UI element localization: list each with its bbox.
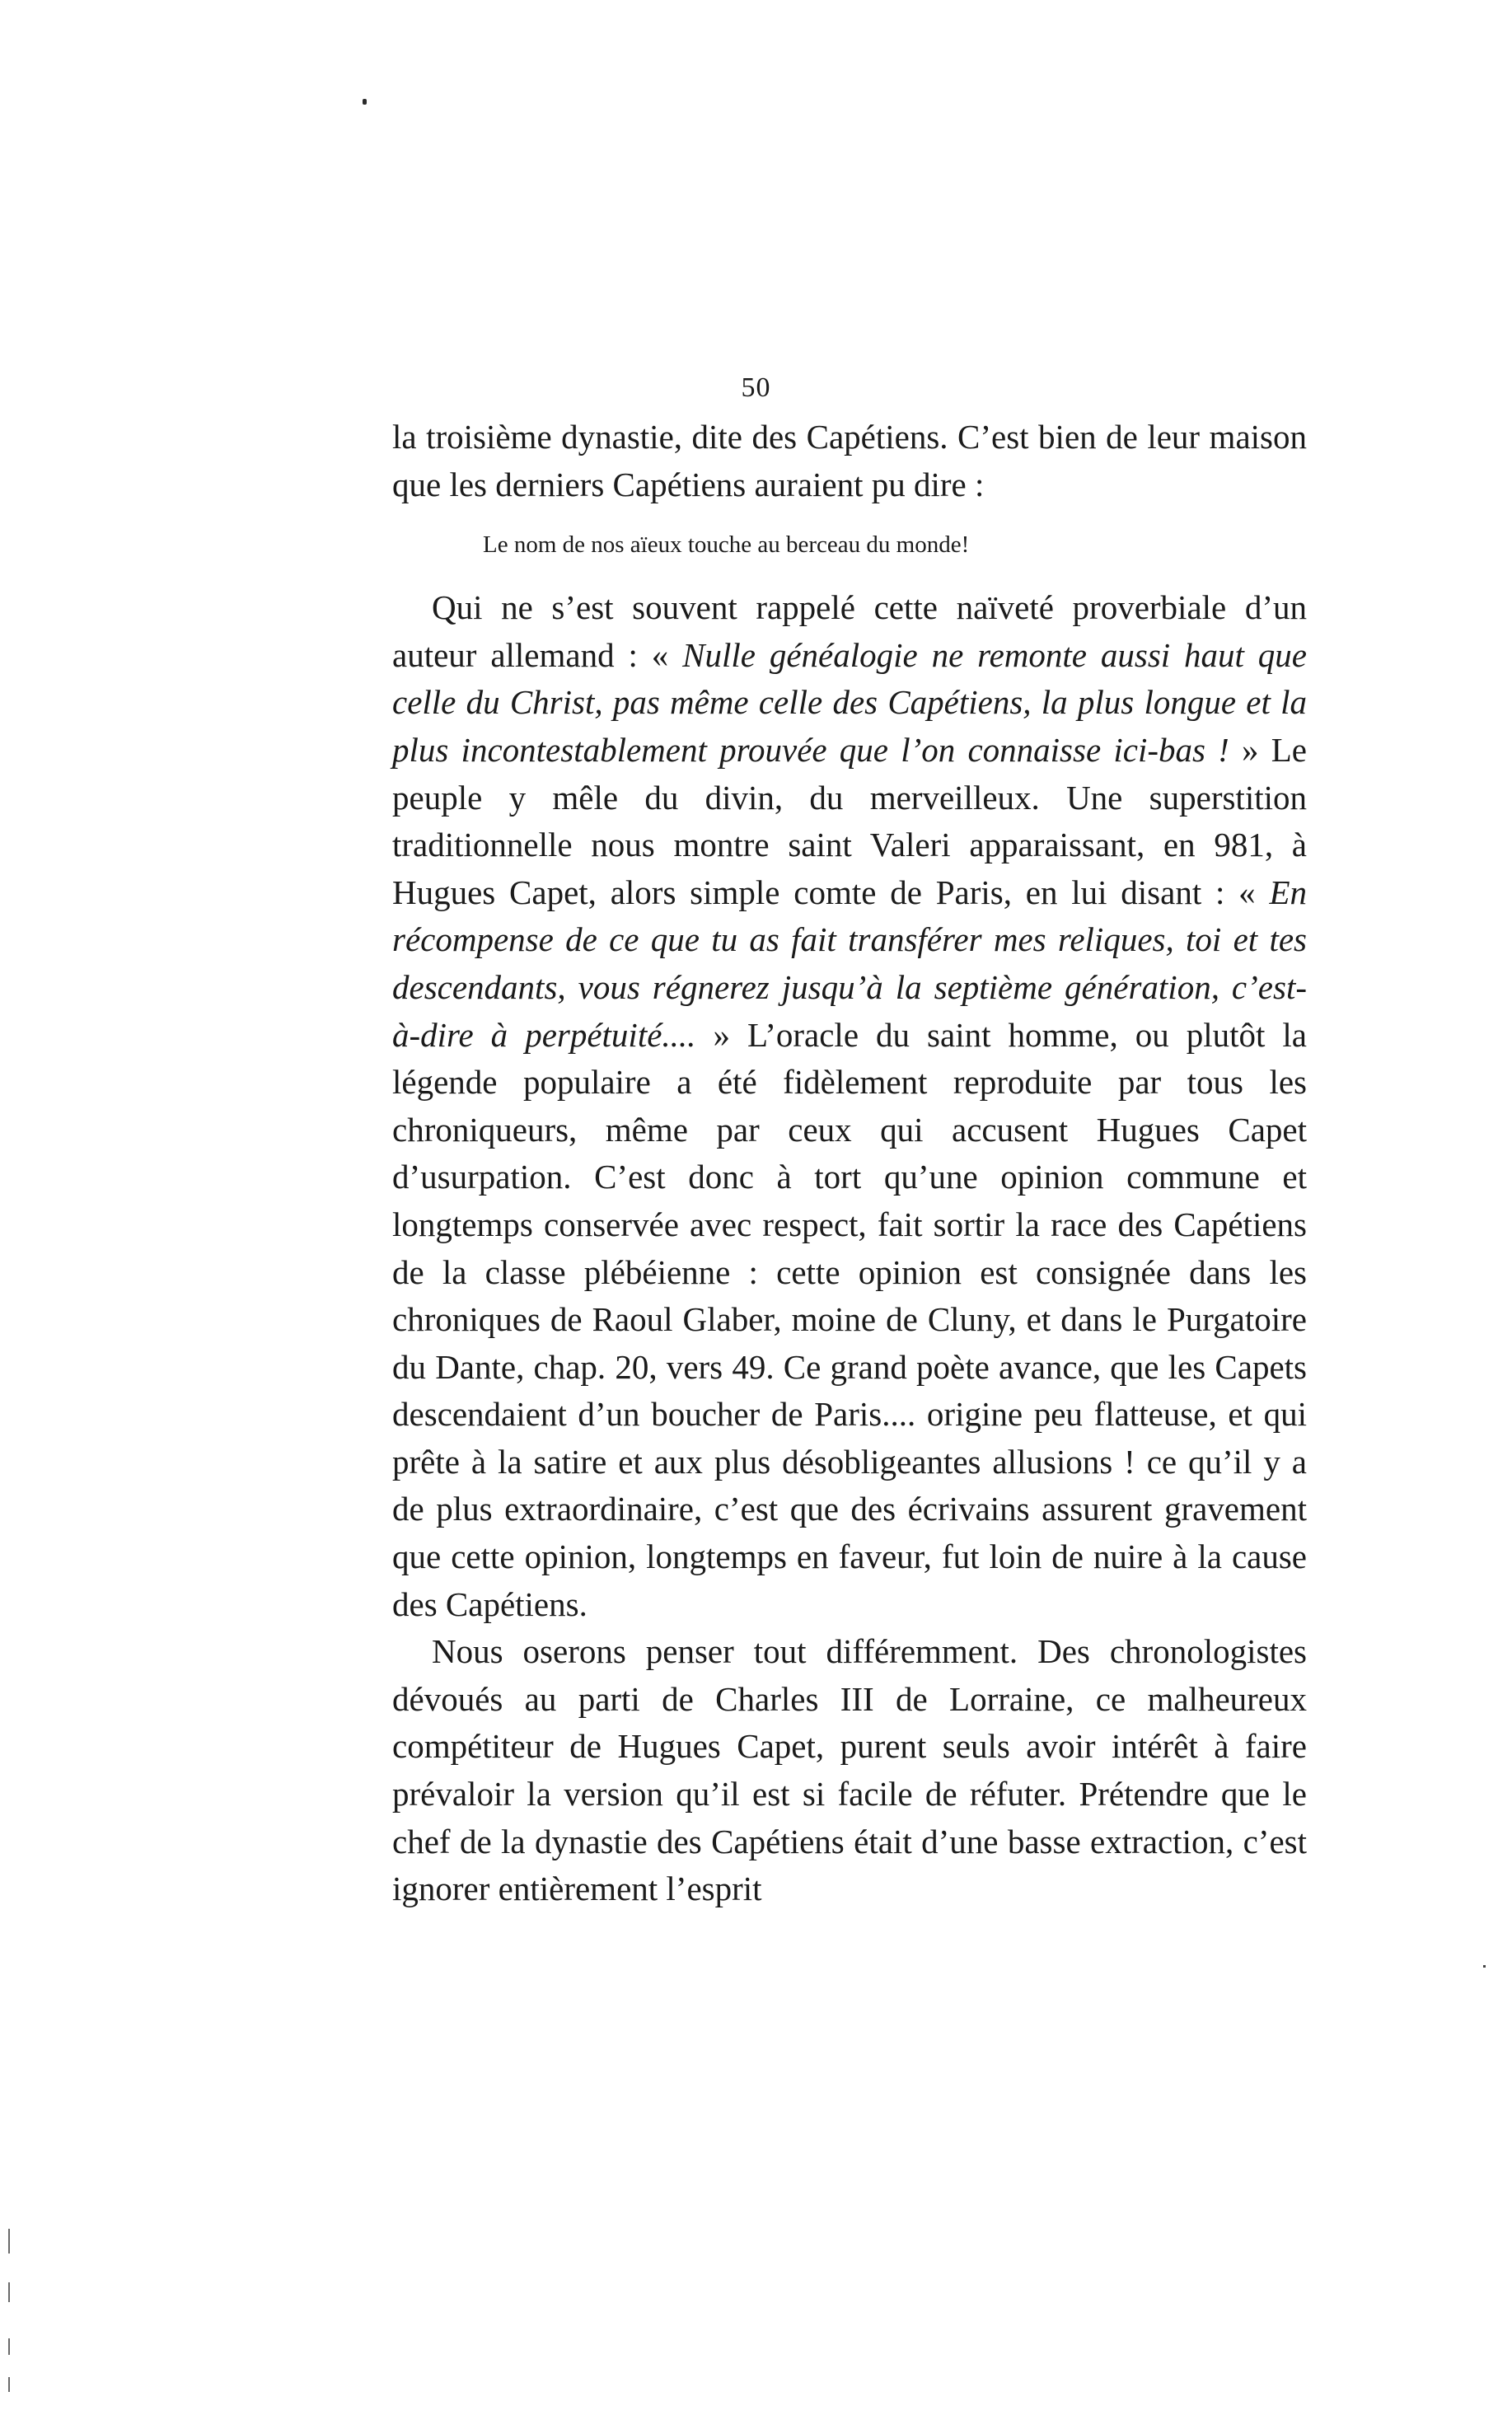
- margin-scan-mark: [8, 2377, 10, 2392]
- paragraph-1-lead: Qui ne s’est souvent rappelé cette naïveté proverbiale d’un auteur allemand : «: [392, 588, 1307, 674]
- page-number: 50: [741, 372, 771, 403]
- saint-valeri-quote: En récompense de ce que tu as fait transférer mes reliques, toi et tes descendants, vous régnerez jusqu’à la septième génération, c’est-à-dire à perpétuité....: [392, 873, 1307, 1054]
- margin-scan-mark: [8, 2229, 10, 2253]
- verse-quotation: Le nom de nos aïeux touche au berceau du monde!: [483, 531, 970, 559]
- margin-scan-mark: [8, 2338, 10, 2355]
- paragraph-1: [392, 584, 1307, 1628]
- paragraph-2: Nous oserons penser tout différemment. Des chronologistes dévoués au parti de Charles III de Lorraine, ce malheureux compétiteur de Hugues Capet, purent seuls avoir intérêt à faire prévaloir la version qu’il est si facile de réfuter. Prétendre que le chef de la dynastie des Capétiens était d’une basse extraction, c’est ignorer entièrement l’esprit: [392, 1632, 1307, 1908]
- body-text: [392, 414, 1307, 1913]
- ink-fleck: [363, 99, 367, 105]
- opening-lines: la troisième dynastie, dite des Capétiens. C’est bien de leur maison que les derniers Capétiens auraient pu dire :: [392, 418, 1307, 503]
- german-author-quote: Nulle généalogie ne remonte aussi haut que celle du Christ, pas même celle des Capétiens, la plus longue et la plus incontestablement prouvée que l’on connaisse ici-bas !: [392, 635, 1308, 769]
- ink-fleck: [1483, 1965, 1486, 1968]
- paragraph-1-tail: » L’oracle du saint homme, ou plutôt la légende populaire a été fidèlement reproduite par tous les chroniqueurs, même par ceux qui accusent Hugues Capet d’usurpation. C’est donc à tort qu’une opinion commune et longtemps conservée avec respect, fait sortir la race des Capétiens de la classe plébéienne : cette opinion est consignée dans les chroniques de Raoul Glaber, moine de Cluny, et dans le Purgatoire du Dante, chap. 20, vers 49. Ce grand poète avance, que les Capets descendaient d’un boucher de Paris.... origine peu flatteuse, et qui prête à la satire et aux plus désobligeantes allusions ! ce qu’il y a de plus extraordinaire, c’est que des écrivains assurent gravement que cette opinion, longtemps en faveur, fut loin de nuire à la cause des Capétiens.: [392, 1015, 1308, 1623]
- margin-scan-mark: [8, 2282, 10, 2302]
- paragraph-1-middle: » Le peuple y mêle du divin, du merveilleux. Une superstition traditionnelle nous montre saint Valeri apparaissant, en 981, à Hugues Capet, alors simple comte de Paris, en lui disant : «: [392, 730, 1307, 911]
